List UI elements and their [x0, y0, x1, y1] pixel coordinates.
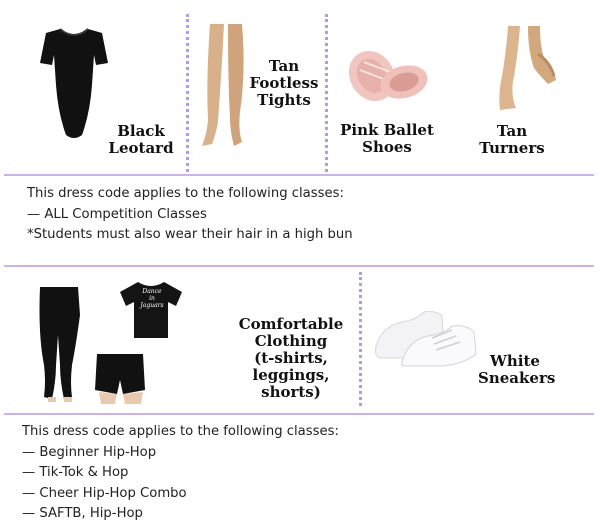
section-divider: [4, 413, 594, 415]
dress-code-note-2: [22, 422, 339, 523]
t-shirt-print: Dance in Jaguars: [140, 288, 164, 309]
black-leotard-label: Black Leotard: [108, 122, 174, 157]
divider-dotted: [186, 14, 189, 172]
leggings-image: [34, 285, 86, 403]
note-line: — SAFTB, Hip-Hop: [22, 506, 143, 521]
white-sneakers-label: White Sneakers: [478, 352, 556, 387]
pink-ballet-shoes-label: Pink Ballet Shoes: [340, 121, 434, 156]
comfortable-clothing-label: Comfortable Clothing (t-shirts, leggings, shorts): [238, 315, 344, 401]
divider-dotted: [325, 14, 328, 172]
tan-turners-label: Tan Turners: [479, 122, 545, 157]
note-line: — Cheer Hip-Hop Combo: [22, 485, 187, 501]
tan-tights-image: [200, 22, 252, 150]
shorts-image: [93, 350, 147, 406]
tan-tights-label: Tan Footless Tights: [249, 57, 319, 109]
note-intro: This dress code applies to the following classes:: [22, 424, 339, 439]
section-divider: [4, 174, 594, 176]
dress-code-note-1: [27, 184, 353, 246]
note-line: — Beginner Hip-Hop: [22, 444, 157, 460]
tan-turners-image: [492, 24, 564, 114]
pink-ballet-shoes-image: [346, 36, 430, 106]
note-intro: This dress code applies to the following classes:: [27, 186, 344, 201]
white-sneakers-image: [372, 306, 482, 368]
note-line: — ALL Competition Classes: [27, 206, 207, 222]
section-divider: [4, 265, 594, 267]
note-line: *Students must also wear their hair in a high bun: [27, 227, 353, 242]
black-leotard-image: [38, 25, 110, 145]
divider-dotted: [359, 272, 362, 406]
note-line: — Tik-Tok & Hop: [22, 465, 129, 480]
